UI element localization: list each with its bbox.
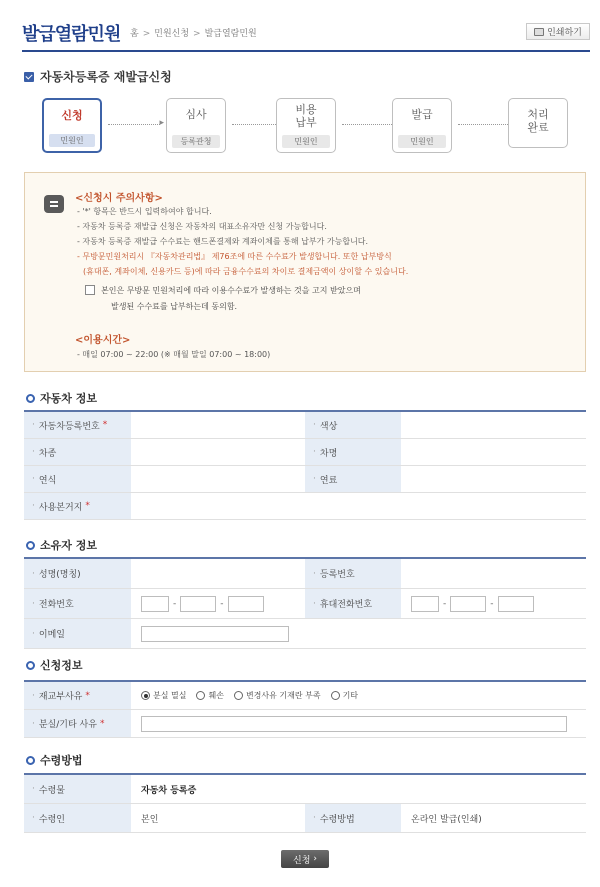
section-title-text: 자동차등록증 재발급신청	[40, 70, 172, 84]
apply-table	[24, 680, 586, 738]
table-row: · 사용본거지 *	[24, 493, 586, 520]
step-arrow	[458, 124, 510, 125]
notice-line: (휴대폰, 계좌이체, 신용카드 등)에 따라 금융수수료의 차이로 결제금액이 상이할 수 있습니다.	[83, 267, 409, 276]
submit-button[interactable]: 신청 ›	[281, 850, 329, 868]
reason-radio-other[interactable]: 기타	[331, 690, 358, 701]
owner-reg-no-value	[401, 559, 586, 588]
usage-heading: <이용시간>	[75, 335, 131, 346]
owner-name-value	[131, 559, 305, 588]
vehicle-name-value	[401, 439, 586, 465]
radio-icon	[331, 691, 340, 700]
table-row: · 성명(명칭) · 등록번호	[24, 559, 586, 589]
vehicle-reg-no-value	[131, 412, 305, 438]
vehicle-table	[24, 410, 586, 520]
notice-line: - 무방문민원처리시 『자동차관리법』 제76조에 따른 수수료가 발생합니다. 또한 납부방식	[77, 252, 392, 261]
table-row: · 수령인 본인 · 수령방법 온라인 발급(인쇄)	[24, 804, 586, 833]
table-row: · 이메일	[24, 619, 586, 649]
bullet-icon	[26, 394, 35, 403]
bullet-icon	[26, 541, 35, 550]
receive-table	[24, 773, 586, 833]
table-row: · 연식 · 연료	[24, 466, 586, 493]
memo-icon	[44, 195, 64, 213]
bullet-icon	[26, 661, 35, 670]
apply-section-title: 신청정보	[26, 657, 83, 673]
step-issue: 발급 민원인	[392, 98, 452, 153]
breadcrumb-civil[interactable]: 민원신청	[154, 29, 190, 39]
bullet-icon	[26, 756, 35, 765]
notice-box	[24, 172, 586, 372]
breadcrumb: 홈 > 민원신청 > 발급열람민원	[130, 29, 257, 39]
owner-section-title: 소유자 정보	[26, 537, 97, 553]
print-label: 인쇄하기	[547, 28, 582, 38]
process-steps	[42, 98, 582, 154]
mobile-field-1[interactable]	[411, 596, 439, 612]
receive-person-value: 본인	[141, 814, 159, 825]
step-review: 심사 등록관청	[166, 98, 226, 153]
table-row: · 자동차등록번호 * · 색상	[24, 412, 586, 439]
notice-line: - 자동차 등록증 재발급 수수료는 핸드폰결제와 계좌이체를 통해 납부가 가능합니다.	[77, 237, 369, 246]
notice-heading: <신청시 주의사항>	[75, 193, 163, 204]
table-row: · 분실/기타 사유 *	[24, 710, 586, 738]
step-arrow	[342, 124, 394, 125]
print-button[interactable]	[526, 23, 590, 40]
radio-icon	[141, 691, 150, 700]
section-title	[24, 68, 172, 85]
vehicle-year-value	[131, 466, 305, 492]
page-title: 발급열람민원	[22, 24, 121, 45]
table-row: · 수령물 자동차 등록증	[24, 775, 586, 804]
owner-table	[24, 557, 586, 649]
reason-radio-full[interactable]: 변경사유 기재란 부족	[234, 690, 321, 701]
phone-field-2[interactable]	[180, 596, 216, 612]
phone-field-1[interactable]	[141, 596, 169, 612]
breadcrumb-current: 발급열람민원	[204, 29, 257, 39]
step-apply: 신청 민원인	[42, 98, 102, 153]
radio-icon	[196, 691, 205, 700]
check-icon	[24, 72, 34, 82]
radio-icon	[234, 691, 243, 700]
receive-section-title: 수령방법	[26, 752, 83, 768]
receive-method-value: 온라인 발급(인쇄)	[411, 814, 482, 825]
table-row: · 전화번호 - - · 휴대전화번호 - -	[24, 589, 586, 619]
chevron-right-icon: ›	[313, 854, 317, 864]
step-arrow	[108, 124, 160, 125]
printer-icon	[534, 28, 544, 36]
breadcrumb-home[interactable]: 홈	[130, 29, 139, 39]
vehicle-color-value	[401, 412, 586, 438]
vehicle-type-value	[131, 439, 305, 465]
step-payment: 비용 납부 민원인	[276, 98, 336, 153]
page-header	[22, 18, 590, 52]
notice-line: - '*' 항목은 반드시 입력하여야 합니다.	[77, 207, 212, 216]
notice-line: - 자동차 등록증 재발급 신청은 자동차의 대표소유자만 신청 가능합니다.	[77, 222, 327, 231]
agree-text: 본인은 무방문 민원처리에 따라 이용수수료가 발생하는 것을 고지 받았으며	[101, 286, 361, 295]
vehicle-base-value	[131, 493, 586, 519]
agree-checkbox[interactable]	[85, 285, 95, 295]
email-field[interactable]	[141, 626, 289, 642]
table-row: · 재교부사유 * 분실 멸실 훼손 변경사유 기재란 부족 기타	[24, 682, 586, 710]
usage-line: - 매일 07:00 ~ 22:00 (※ 매월 말일 07:00 ~ 18:00)	[77, 350, 271, 359]
reason-radio-lost[interactable]: 분실 멸실	[141, 690, 186, 701]
step-complete: 처리 완료	[508, 98, 568, 148]
vehicle-fuel-value	[401, 466, 586, 492]
mobile-field-3[interactable]	[498, 596, 534, 612]
vehicle-section-title: 자동차 정보	[26, 390, 97, 406]
reason-radio-damaged[interactable]: 훼손	[196, 690, 223, 701]
phone-field-3[interactable]	[228, 596, 264, 612]
agree-text: 발생된 수수료를 납부하는데 동의함.	[111, 302, 238, 311]
receive-item-value: 자동차 등록증	[141, 785, 197, 796]
table-row: · 차종 · 차명	[24, 439, 586, 466]
other-reason-field[interactable]	[141, 716, 567, 732]
mobile-field-2[interactable]	[450, 596, 486, 612]
